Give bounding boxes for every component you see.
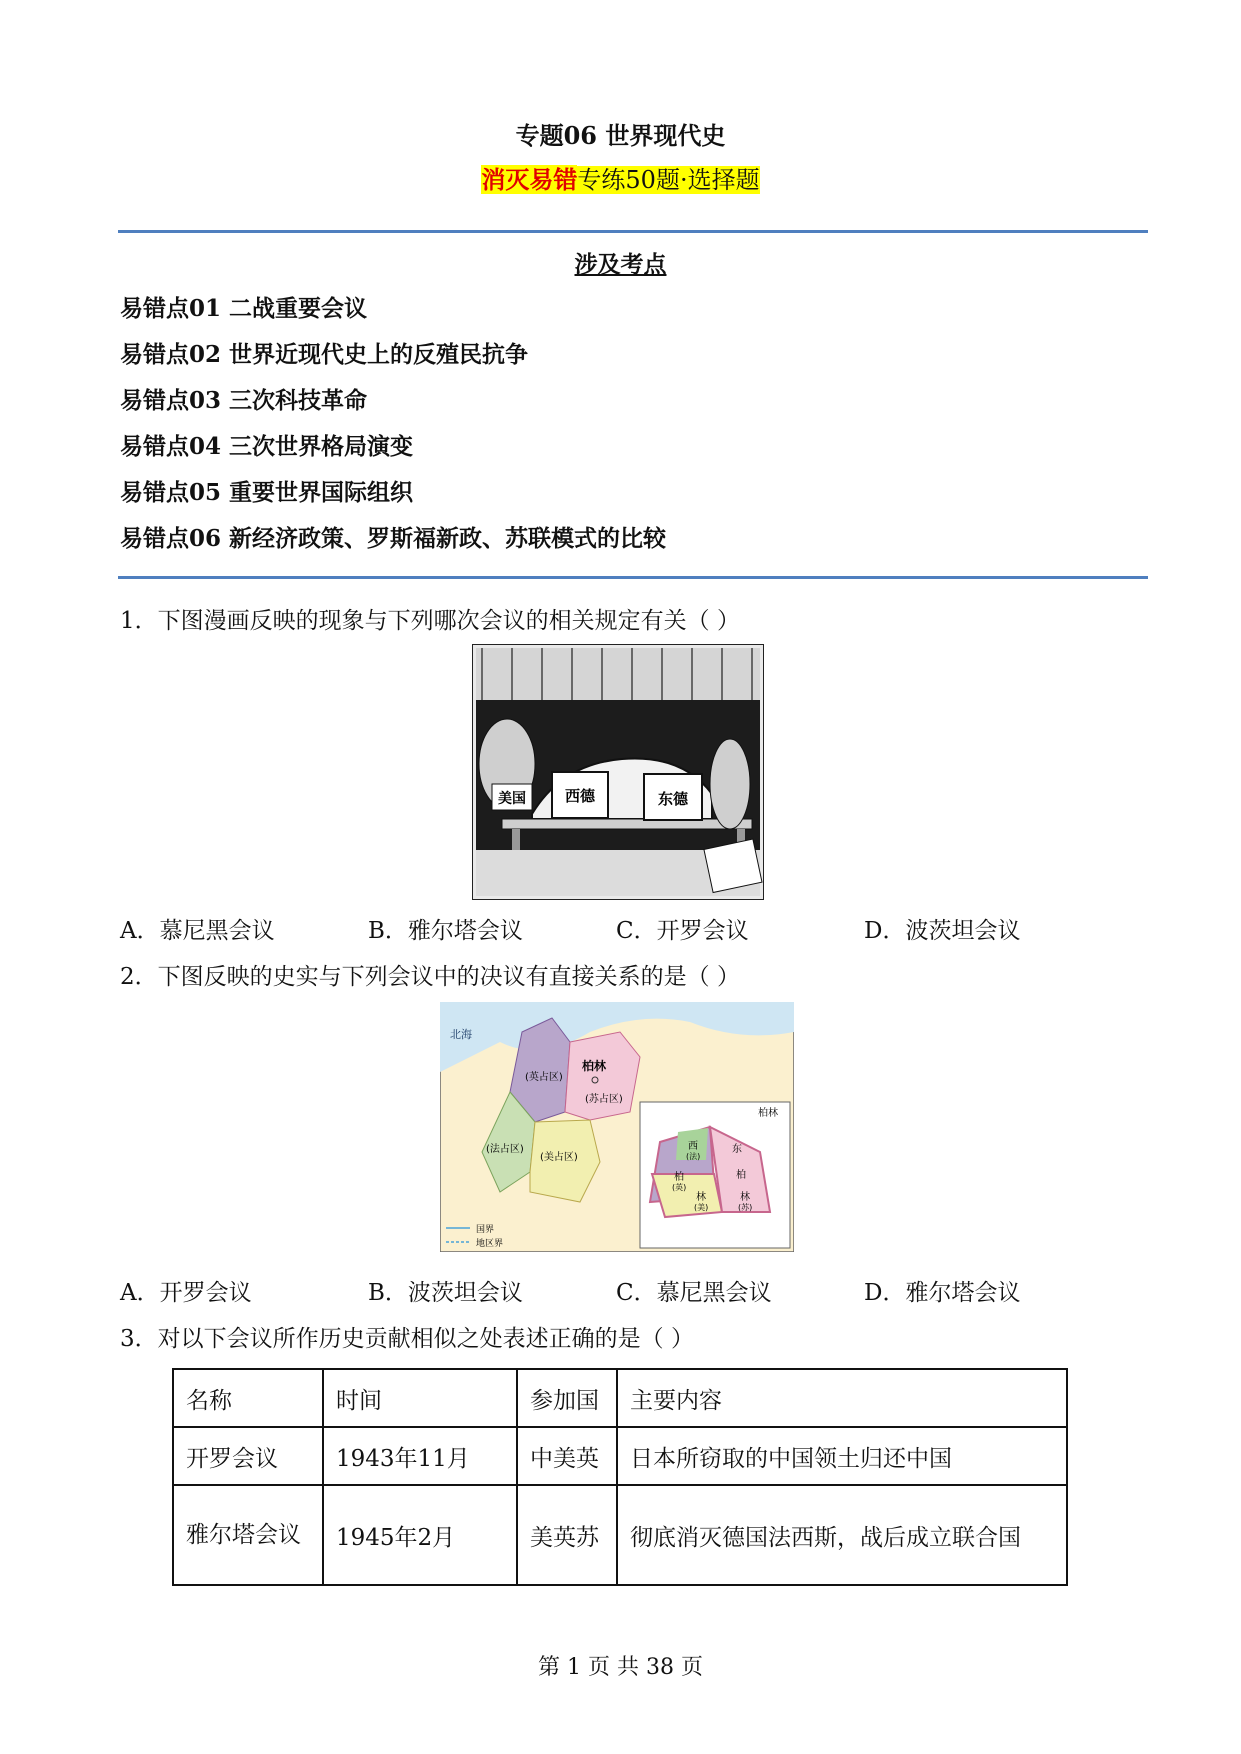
- inset-bo-en: (英): [672, 1183, 687, 1192]
- question-2-option-a[interactable]: A．开罗会议: [120, 1280, 252, 1306]
- page-footer: 第 1 页 共 38 页: [538, 1655, 703, 1680]
- question-1-stem: 1．下图漫画反映的现象与下列哪次会议的相关规定有关（ ）: [120, 608, 740, 634]
- key-point-item: 易错点04 三次世界格局演变: [120, 433, 414, 460]
- question-2-option-b[interactable]: B．波茨坦会议: [368, 1280, 523, 1306]
- question-2-option-c[interactable]: C．慕尼黑会议: [616, 1280, 772, 1306]
- map-label-soviet-zone: (苏占区): [585, 1094, 623, 1105]
- map-label-french-zone: (法占区): [486, 1144, 524, 1155]
- inset-title: 柏林: [758, 1108, 778, 1119]
- question-2-map: [440, 1002, 794, 1252]
- question-3-stem: 3．对以下会议所作历史贡献相似之处表述正确的是（ ）: [120, 1326, 694, 1352]
- question-2-option-d[interactable]: D．雅尔塔会议: [864, 1280, 1021, 1306]
- table-row: [173, 1427, 1067, 1485]
- table-header-cell: 主要内容: [617, 1369, 1067, 1427]
- map-label-berlin: 柏林: [582, 1059, 607, 1073]
- inset-lin: 林: [696, 1192, 706, 1203]
- inset-east-su: (苏): [738, 1203, 753, 1212]
- cartoon-label-usa: 美国: [498, 791, 526, 807]
- question-1-cartoon: [472, 644, 764, 900]
- table-header-cell: 名称: [173, 1369, 323, 1427]
- inset-west: 西: [688, 1141, 698, 1152]
- map-label-british-zone: (英占区): [525, 1072, 563, 1083]
- question-1-option-c[interactable]: C．开罗会议: [616, 918, 749, 944]
- key-point-item: 易错点03 三次科技革命: [120, 387, 368, 414]
- table-cell: 雅尔塔会议: [173, 1485, 323, 1585]
- table-header-cell: 时间: [323, 1369, 517, 1427]
- table-cell: 美英苏: [517, 1485, 617, 1585]
- table-cell: 彻底消灭德国法西斯，战后成立联合国: [617, 1485, 1067, 1585]
- table-cell: 1945年2月: [323, 1485, 517, 1585]
- key-point-item: 易错点01 二战重要会议: [120, 295, 368, 322]
- inset-east-bo: 柏: [736, 1170, 746, 1181]
- inset-east-lin: 林: [740, 1192, 750, 1203]
- subtitle-rest: 专练50题·选择题: [577, 166, 760, 194]
- question-1-option-a[interactable]: A．慕尼黑会议: [120, 918, 275, 944]
- table-cell: 1943年11月: [323, 1427, 517, 1485]
- map-label-north-sea: 北海: [450, 1028, 472, 1041]
- subtitle-highlight: 消灭易错: [481, 165, 578, 194]
- divider: [118, 576, 1148, 579]
- key-points-heading: 涉及考点: [574, 251, 667, 278]
- inset-west-fr: (法): [686, 1152, 701, 1161]
- inset-bo: 柏: [674, 1172, 684, 1183]
- table-cell: 中美英: [517, 1427, 617, 1485]
- cartoon-label-east-germany: 东德: [657, 790, 689, 808]
- map-label-us-zone: (美占区): [540, 1152, 578, 1163]
- page-subtitle: [0, 160, 1241, 195]
- page-title: 专题06 世界现代史: [515, 121, 726, 150]
- cartoon-label-west-germany: 西德: [564, 787, 596, 805]
- table-cell: 日本所窃取的中国领土归还中国: [617, 1427, 1067, 1485]
- question-1-option-b[interactable]: B．雅尔塔会议: [368, 918, 523, 944]
- question-2-stem: 2．下图反映的史实与下列会议中的决议有直接关系的是（ ）: [120, 964, 740, 990]
- legend-border: 国界: [476, 1225, 495, 1235]
- question-3-table: [172, 1368, 1068, 1586]
- table-header-row: [173, 1369, 1067, 1427]
- table-cell: 开罗会议: [173, 1427, 323, 1485]
- table-row: [173, 1485, 1067, 1585]
- question-1-option-d[interactable]: D．波茨坦会议: [864, 918, 1021, 944]
- divider: [118, 230, 1148, 233]
- inset-east: 东: [732, 1144, 742, 1155]
- legend-region-border: 地区界: [476, 1239, 504, 1249]
- table-header-cell: 参加国: [517, 1369, 617, 1427]
- key-point-item: 易错点05 重要世界国际组织: [120, 479, 414, 506]
- inset-lin-us: (美): [694, 1203, 709, 1212]
- key-point-item: 易错点02 世界近现代史上的反殖民抗争: [120, 341, 529, 368]
- key-point-item: 易错点06 新经济政策、罗斯福新政、苏联模式的比较: [120, 525, 667, 552]
